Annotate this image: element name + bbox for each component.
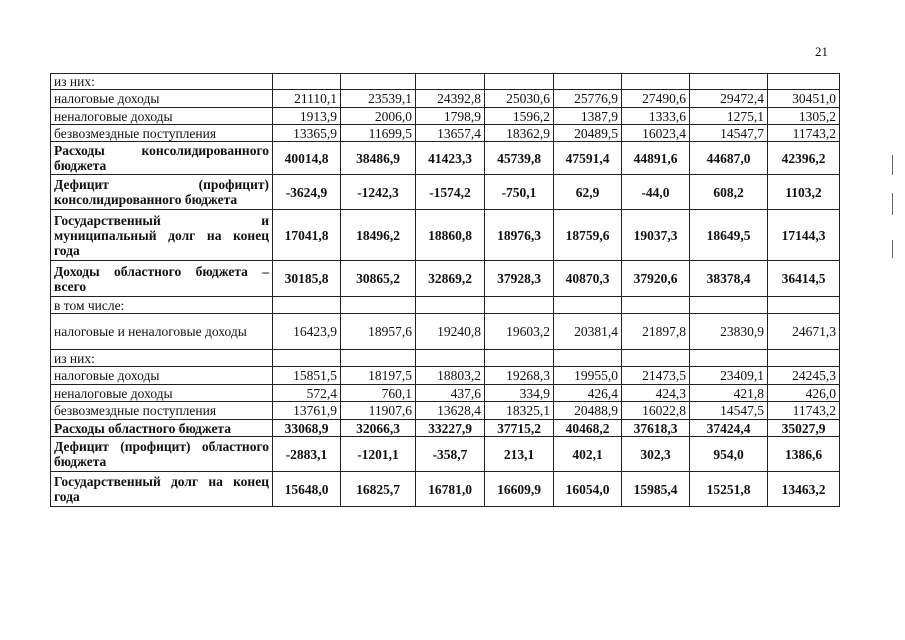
table-row — [51, 210, 840, 261]
value-cell: 40870,3 — [554, 261, 622, 297]
value-cell: 21473,5 — [622, 367, 690, 385]
value-cell: 2006,0 — [341, 108, 416, 125]
value-cell: 572,4 — [273, 385, 341, 402]
page-number: 21 — [815, 44, 828, 59]
value-cell: -750,1 — [485, 175, 554, 210]
table-row — [51, 385, 840, 402]
value-cell: 13463,2 — [768, 472, 840, 507]
value-cell: 47591,4 — [554, 142, 622, 175]
value-cell: 18649,5 — [690, 210, 768, 261]
table-row — [51, 472, 840, 507]
value-cell: 13365,9 — [273, 125, 341, 142]
value-cell: 954,0 — [690, 437, 768, 472]
value-cell — [690, 74, 768, 90]
value-cell — [416, 74, 485, 90]
value-cell — [273, 350, 341, 367]
value-cell: 16609,9 — [485, 472, 554, 507]
value-cell — [554, 74, 622, 90]
value-cell: 42396,2 — [768, 142, 840, 175]
value-cell: -2883,1 — [273, 437, 341, 472]
value-cell: 20381,4 — [554, 314, 622, 350]
value-cell: 19268,3 — [485, 367, 554, 385]
row-label: Доходы областного бюджета – всего — [51, 261, 273, 297]
table-row — [51, 402, 840, 420]
value-cell: 37928,3 — [485, 261, 554, 297]
row-label: налоговые и неналоговые доходы — [51, 314, 273, 350]
value-cell: -1242,3 — [341, 175, 416, 210]
value-cell: 334,9 — [485, 385, 554, 402]
value-cell: 30451,0 — [768, 90, 840, 108]
value-cell: 1305,2 — [768, 108, 840, 125]
value-cell: 426,4 — [554, 385, 622, 402]
value-cell: 38378,4 — [690, 261, 768, 297]
value-cell: -358,7 — [416, 437, 485, 472]
row-label: неналоговые доходы — [51, 385, 273, 402]
value-cell: 11743,2 — [768, 402, 840, 420]
value-cell: 1103,2 — [768, 175, 840, 210]
value-cell: 1387,9 — [554, 108, 622, 125]
value-cell — [554, 350, 622, 367]
value-cell — [768, 74, 840, 90]
row-label: Государственный долг на конец года — [51, 472, 273, 507]
value-cell: 21897,8 — [622, 314, 690, 350]
table-row — [51, 175, 840, 210]
value-cell: 18860,8 — [416, 210, 485, 261]
value-cell: 18325,1 — [485, 402, 554, 420]
value-cell: 29472,4 — [690, 90, 768, 108]
value-cell: 11907,6 — [341, 402, 416, 420]
value-cell: 608,2 — [690, 175, 768, 210]
value-cell — [485, 74, 554, 90]
value-cell — [485, 350, 554, 367]
value-cell: 23830,9 — [690, 314, 768, 350]
value-cell: 37618,3 — [622, 420, 690, 437]
value-cell: 30185,8 — [273, 261, 341, 297]
value-cell: 40014,8 — [273, 142, 341, 175]
value-cell: 760,1 — [341, 385, 416, 402]
value-cell: 24671,3 — [768, 314, 840, 350]
value-cell: 32066,3 — [341, 420, 416, 437]
value-cell: 11699,5 — [341, 125, 416, 142]
value-cell: 19955,0 — [554, 367, 622, 385]
value-cell: 20489,5 — [554, 125, 622, 142]
value-cell — [341, 350, 416, 367]
value-cell: -1574,2 — [416, 175, 485, 210]
value-cell: 437,6 — [416, 385, 485, 402]
value-cell: 15251,8 — [690, 472, 768, 507]
value-cell — [622, 297, 690, 314]
value-cell: 30865,2 — [341, 261, 416, 297]
table-row — [51, 261, 840, 297]
value-cell: 213,1 — [485, 437, 554, 472]
table-row — [51, 142, 840, 175]
scan-mark — [892, 193, 893, 215]
value-cell — [416, 350, 485, 367]
value-cell: 44687,0 — [690, 142, 768, 175]
value-cell: 19037,3 — [622, 210, 690, 261]
value-cell: 15851,5 — [273, 367, 341, 385]
row-label: Расходы областного бюджета — [51, 420, 273, 437]
value-cell: 37715,2 — [485, 420, 554, 437]
table-row — [51, 108, 840, 125]
value-cell: 41423,3 — [416, 142, 485, 175]
value-cell: 18803,2 — [416, 367, 485, 385]
value-cell: 38486,9 — [341, 142, 416, 175]
value-cell — [485, 297, 554, 314]
value-cell — [273, 74, 341, 90]
scan-mark — [892, 155, 893, 175]
value-cell: 25776,9 — [554, 90, 622, 108]
value-cell — [768, 297, 840, 314]
row-label: Государственный и муниципальный долг на конец года — [51, 210, 273, 261]
value-cell — [341, 74, 416, 90]
table-row — [51, 297, 840, 314]
value-cell: 18362,9 — [485, 125, 554, 142]
value-cell: 24245,3 — [768, 367, 840, 385]
value-cell: 19603,2 — [485, 314, 554, 350]
value-cell: 44891,6 — [622, 142, 690, 175]
table-row — [51, 367, 840, 385]
row-label: из них: — [51, 74, 273, 90]
value-cell — [622, 74, 690, 90]
value-cell: 14547,7 — [690, 125, 768, 142]
value-cell: 402,1 — [554, 437, 622, 472]
value-cell: 16825,7 — [341, 472, 416, 507]
value-cell: 32869,2 — [416, 261, 485, 297]
value-cell: 19240,8 — [416, 314, 485, 350]
value-cell: 37424,4 — [690, 420, 768, 437]
scan-mark — [892, 240, 893, 258]
table-row — [51, 314, 840, 350]
value-cell — [554, 297, 622, 314]
row-label: в том числе: — [51, 297, 273, 314]
value-cell: 33068,9 — [273, 420, 341, 437]
value-cell: 16023,4 — [622, 125, 690, 142]
value-cell: 1275,1 — [690, 108, 768, 125]
value-cell: 17144,3 — [768, 210, 840, 261]
value-cell: 23539,1 — [341, 90, 416, 108]
value-cell: 18957,6 — [341, 314, 416, 350]
value-cell: 37920,6 — [622, 261, 690, 297]
table-row — [51, 350, 840, 367]
value-cell: 36414,5 — [768, 261, 840, 297]
value-cell: 18197,5 — [341, 367, 416, 385]
value-cell: 25030,6 — [485, 90, 554, 108]
value-cell — [622, 350, 690, 367]
value-cell: 18976,3 — [485, 210, 554, 261]
row-label: Дефицит (профицит) областного бюджета — [51, 437, 273, 472]
value-cell: 15648,0 — [273, 472, 341, 507]
value-cell: 18759,6 — [554, 210, 622, 261]
value-cell: 16022,8 — [622, 402, 690, 420]
value-cell: 1596,2 — [485, 108, 554, 125]
value-cell: 1333,6 — [622, 108, 690, 125]
row-label: безвозмездные поступления — [51, 402, 273, 420]
value-cell: 24392,8 — [416, 90, 485, 108]
value-cell: -44,0 — [622, 175, 690, 210]
row-label: налоговые доходы — [51, 367, 273, 385]
value-cell: 15985,4 — [622, 472, 690, 507]
value-cell: 16423,9 — [273, 314, 341, 350]
table-row — [51, 437, 840, 472]
row-label: безвозмездные поступления — [51, 125, 273, 142]
row-label: из них: — [51, 350, 273, 367]
value-cell: 424,3 — [622, 385, 690, 402]
value-cell: 426,0 — [768, 385, 840, 402]
value-cell: 13628,4 — [416, 402, 485, 420]
value-cell: 35027,9 — [768, 420, 840, 437]
value-cell: 421,8 — [690, 385, 768, 402]
value-cell: 13657,4 — [416, 125, 485, 142]
value-cell: 1386,6 — [768, 437, 840, 472]
budget-table — [50, 73, 840, 507]
value-cell: -1201,1 — [341, 437, 416, 472]
value-cell — [768, 350, 840, 367]
value-cell — [416, 297, 485, 314]
table-row — [51, 90, 840, 108]
value-cell: 27490,6 — [622, 90, 690, 108]
value-cell: 1798,9 — [416, 108, 485, 125]
value-cell: 16054,0 — [554, 472, 622, 507]
value-cell: -3624,9 — [273, 175, 341, 210]
value-cell: 16781,0 — [416, 472, 485, 507]
value-cell: 20488,9 — [554, 402, 622, 420]
value-cell — [341, 297, 416, 314]
row-label: Дефицит (профицит) консолидированного бюджета — [51, 175, 273, 210]
value-cell: 62,9 — [554, 175, 622, 210]
row-label: Расходы консолидированного бюджета — [51, 142, 273, 175]
value-cell — [690, 350, 768, 367]
value-cell: 45739,8 — [485, 142, 554, 175]
value-cell: 14547,5 — [690, 402, 768, 420]
value-cell: 11743,2 — [768, 125, 840, 142]
value-cell: 21110,1 — [273, 90, 341, 108]
value-cell: 302,3 — [622, 437, 690, 472]
table-row — [51, 74, 840, 90]
value-cell: 33227,9 — [416, 420, 485, 437]
value-cell: 40468,2 — [554, 420, 622, 437]
value-cell: 13761,9 — [273, 402, 341, 420]
value-cell: 18496,2 — [341, 210, 416, 261]
table-row — [51, 125, 840, 142]
row-label: неналоговые доходы — [51, 108, 273, 125]
value-cell: 1913,9 — [273, 108, 341, 125]
table-row — [51, 420, 840, 437]
value-cell: 17041,8 — [273, 210, 341, 261]
value-cell: 23409,1 — [690, 367, 768, 385]
value-cell — [273, 297, 341, 314]
value-cell — [690, 297, 768, 314]
row-label: налоговые доходы — [51, 90, 273, 108]
